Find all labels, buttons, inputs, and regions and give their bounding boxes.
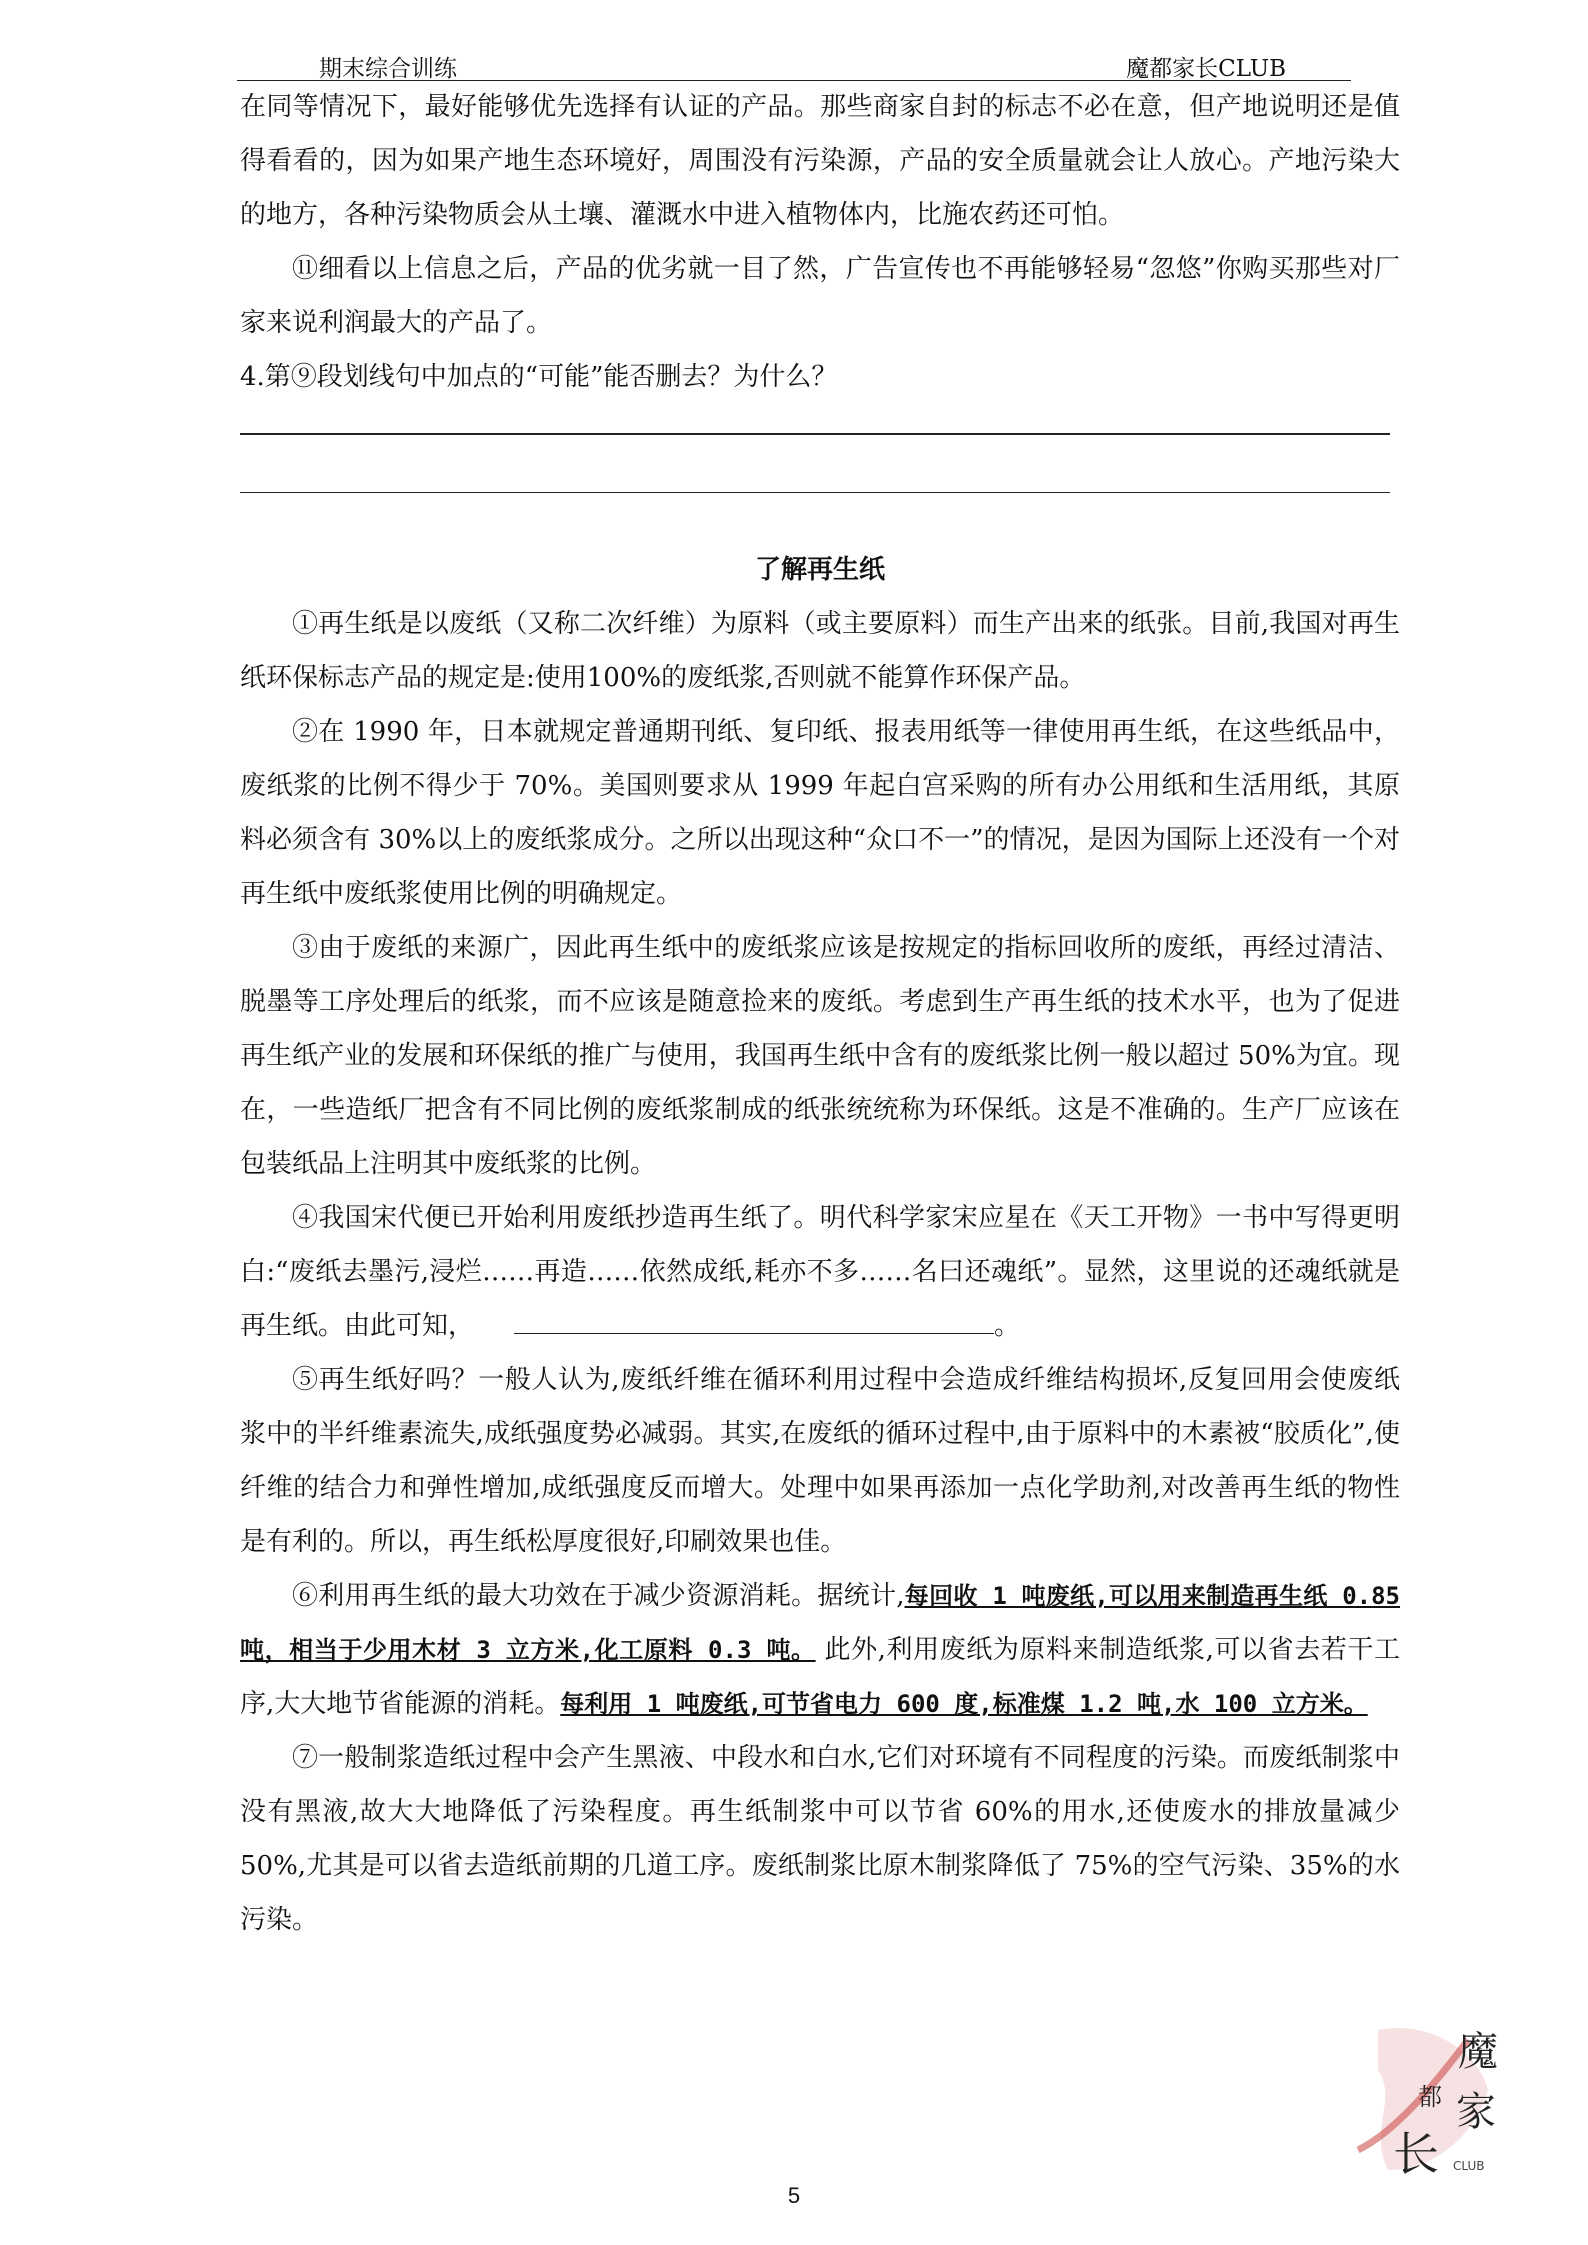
paragraph-6 [240,1569,1400,1731]
paragraph-4-text: ④我国宋代便已开始利用废纸抄造再生纸了。明代科学家宋应星在《天工开物》一书中写得更明白:“废纸去墨污,浸烂……再造……依然成纸,耗亦不多……名曰还魂纸”。显然，这里说的还魂纸就是再生纸。由此可知， [240,1203,1400,1341]
paragraph-1: ①再生纸是以废纸（又称二次纤维）为原料（或主要原料）而生产出来的纸张。目前,我国对再生纸环保标志产品的规定是:使用100%的废纸浆,否则就不能算作环保产品。 [240,609,1400,693]
header-left: 期末综合训练 [319,56,457,82]
header-right: 魔都家长CLUB [1126,56,1286,82]
paragraph-6-text-a: ⑥利用再生纸的最大功效在于减少资源消耗。据统计, [292,1581,905,1611]
underlined-sentence-2: 每利用 1 吨废纸,可节省电力 600 度,标准煤 1.2 吨,水 100 立方米。 [560,1690,1368,1718]
svg-text:长: 长 [1393,2127,1439,2180]
paragraph-3: ③由于废纸的来源广，因此再生纸中的废纸浆应该是按规定的指标回收所的废纸，再经过清洁、脱墨等工序处理后的纸浆，而不应该是随意捡来的废纸。考虑到生产再生纸的技术水平，也为了促进再生纸产业的发展和环保纸的推广与使用，我国再生纸中含有的废纸浆比例一般以超过 50%为宜。现在，一些造纸厂把含有不同比例的废纸浆制成的纸张统统称为环保纸。这是不准确的。生产厂应该在包装纸品上注明其中废纸浆的比例。 [240,933,1400,1179]
club-seal-logo [1338,2010,1508,2180]
paragraph-6-text-b: 此外,利用废纸为原料来制造纸浆,可以省去若干工序,大大地节省能源的消耗。 [240,1635,1400,1719]
article-title: 了解再生纸 [754,555,885,585]
svg-text:魔: 魔 [1458,2029,1498,2075]
paragraph-7: ⑦一般制浆造纸过程中会产生黑液、中段水和白水,它们对环境有不同程度的污染。而废纸制浆中没有黑液,故大大地降低了污染程度。再生纸制浆中可以节省 60%的用水,还使废水的排放量减少 50%,尤其是可以省去造纸前期的几道工序。废纸制浆比原木制浆降低了 75%的空气污染、35%的水污染。 [240,1743,1400,1935]
fill-in-blank[interactable] [514,1303,994,1334]
paragraph-2: ②在 1990 年，日本就规定普通期刊纸、复印纸、报表用纸等一律使用再生纸，在这些纸品中，废纸浆的比例不得少于 70%。美国则要求从 1999 年起白宫采购的所有办公用纸和生活用纸，其原料必须含有 30%以上的废纸浆成分。之所以出现这种“众口不一”的情况，是因为国际上还没有一个对再生纸中废纸浆使用比例的明确规定。 [240,717,1400,909]
question-4: 4.第⑨段划线句中加点的“可能”能否删去？为什么？ [240,362,838,392]
paragraph-4 [240,1191,1400,1353]
paragraph-11: ⑪细看以上信息之后，产品的优劣就一目了然，广告宣传也不再能够轻易“忽悠”你购买那些对厂家来说利润最大的产品了。 [240,254,1400,338]
svg-text:家: 家 [1456,2089,1496,2135]
svg-text:CLUB: CLUB [1453,2159,1485,2173]
paragraph-4-end: 。 [994,1311,1021,1341]
paragraph-5: ⑤再生纸好吗？一般人认为,废纸纤维在循环利用过程中会造成纤维结构损坏,反复回用会使废纸浆中的半纤维素流失,成纸强度势必减弱。其实,在废纸的循环过程中,由于原料中的木素被“胶质化”,使纤维的结合力和弹性增加,成纸强度反而增大。处理中如果再添加一点化学助剂,对改善再生纸的物性是有利的。所以，再生纸松厚度很好,印刷效果也佳。 [240,1365,1400,1557]
paragraph-continued: 在同等情况下，最好能够优先选择有认证的产品。那些商家自封的标志不必在意，但产地说明还是值得看看的，因为如果产地生态环境好，周围没有污染源，产品的安全质量就会让人放心。产地污染大的地方，各种污染物质会从土壤、灌溉水中进入植物体内，比施农药还可怕。 [240,92,1400,230]
page-number: 5 [787,2183,801,2208]
underlined-sentence-1: 每回收 1 吨废纸,可以用来制造再生纸 0.85 吨，相当于少用木材 3 立方米,化工原料 0.3 吨。 [240,1582,1401,1664]
page-content [240,80,1400,1947]
svg-text:都: 都 [1418,2083,1442,2111]
page-header [237,48,1351,81]
